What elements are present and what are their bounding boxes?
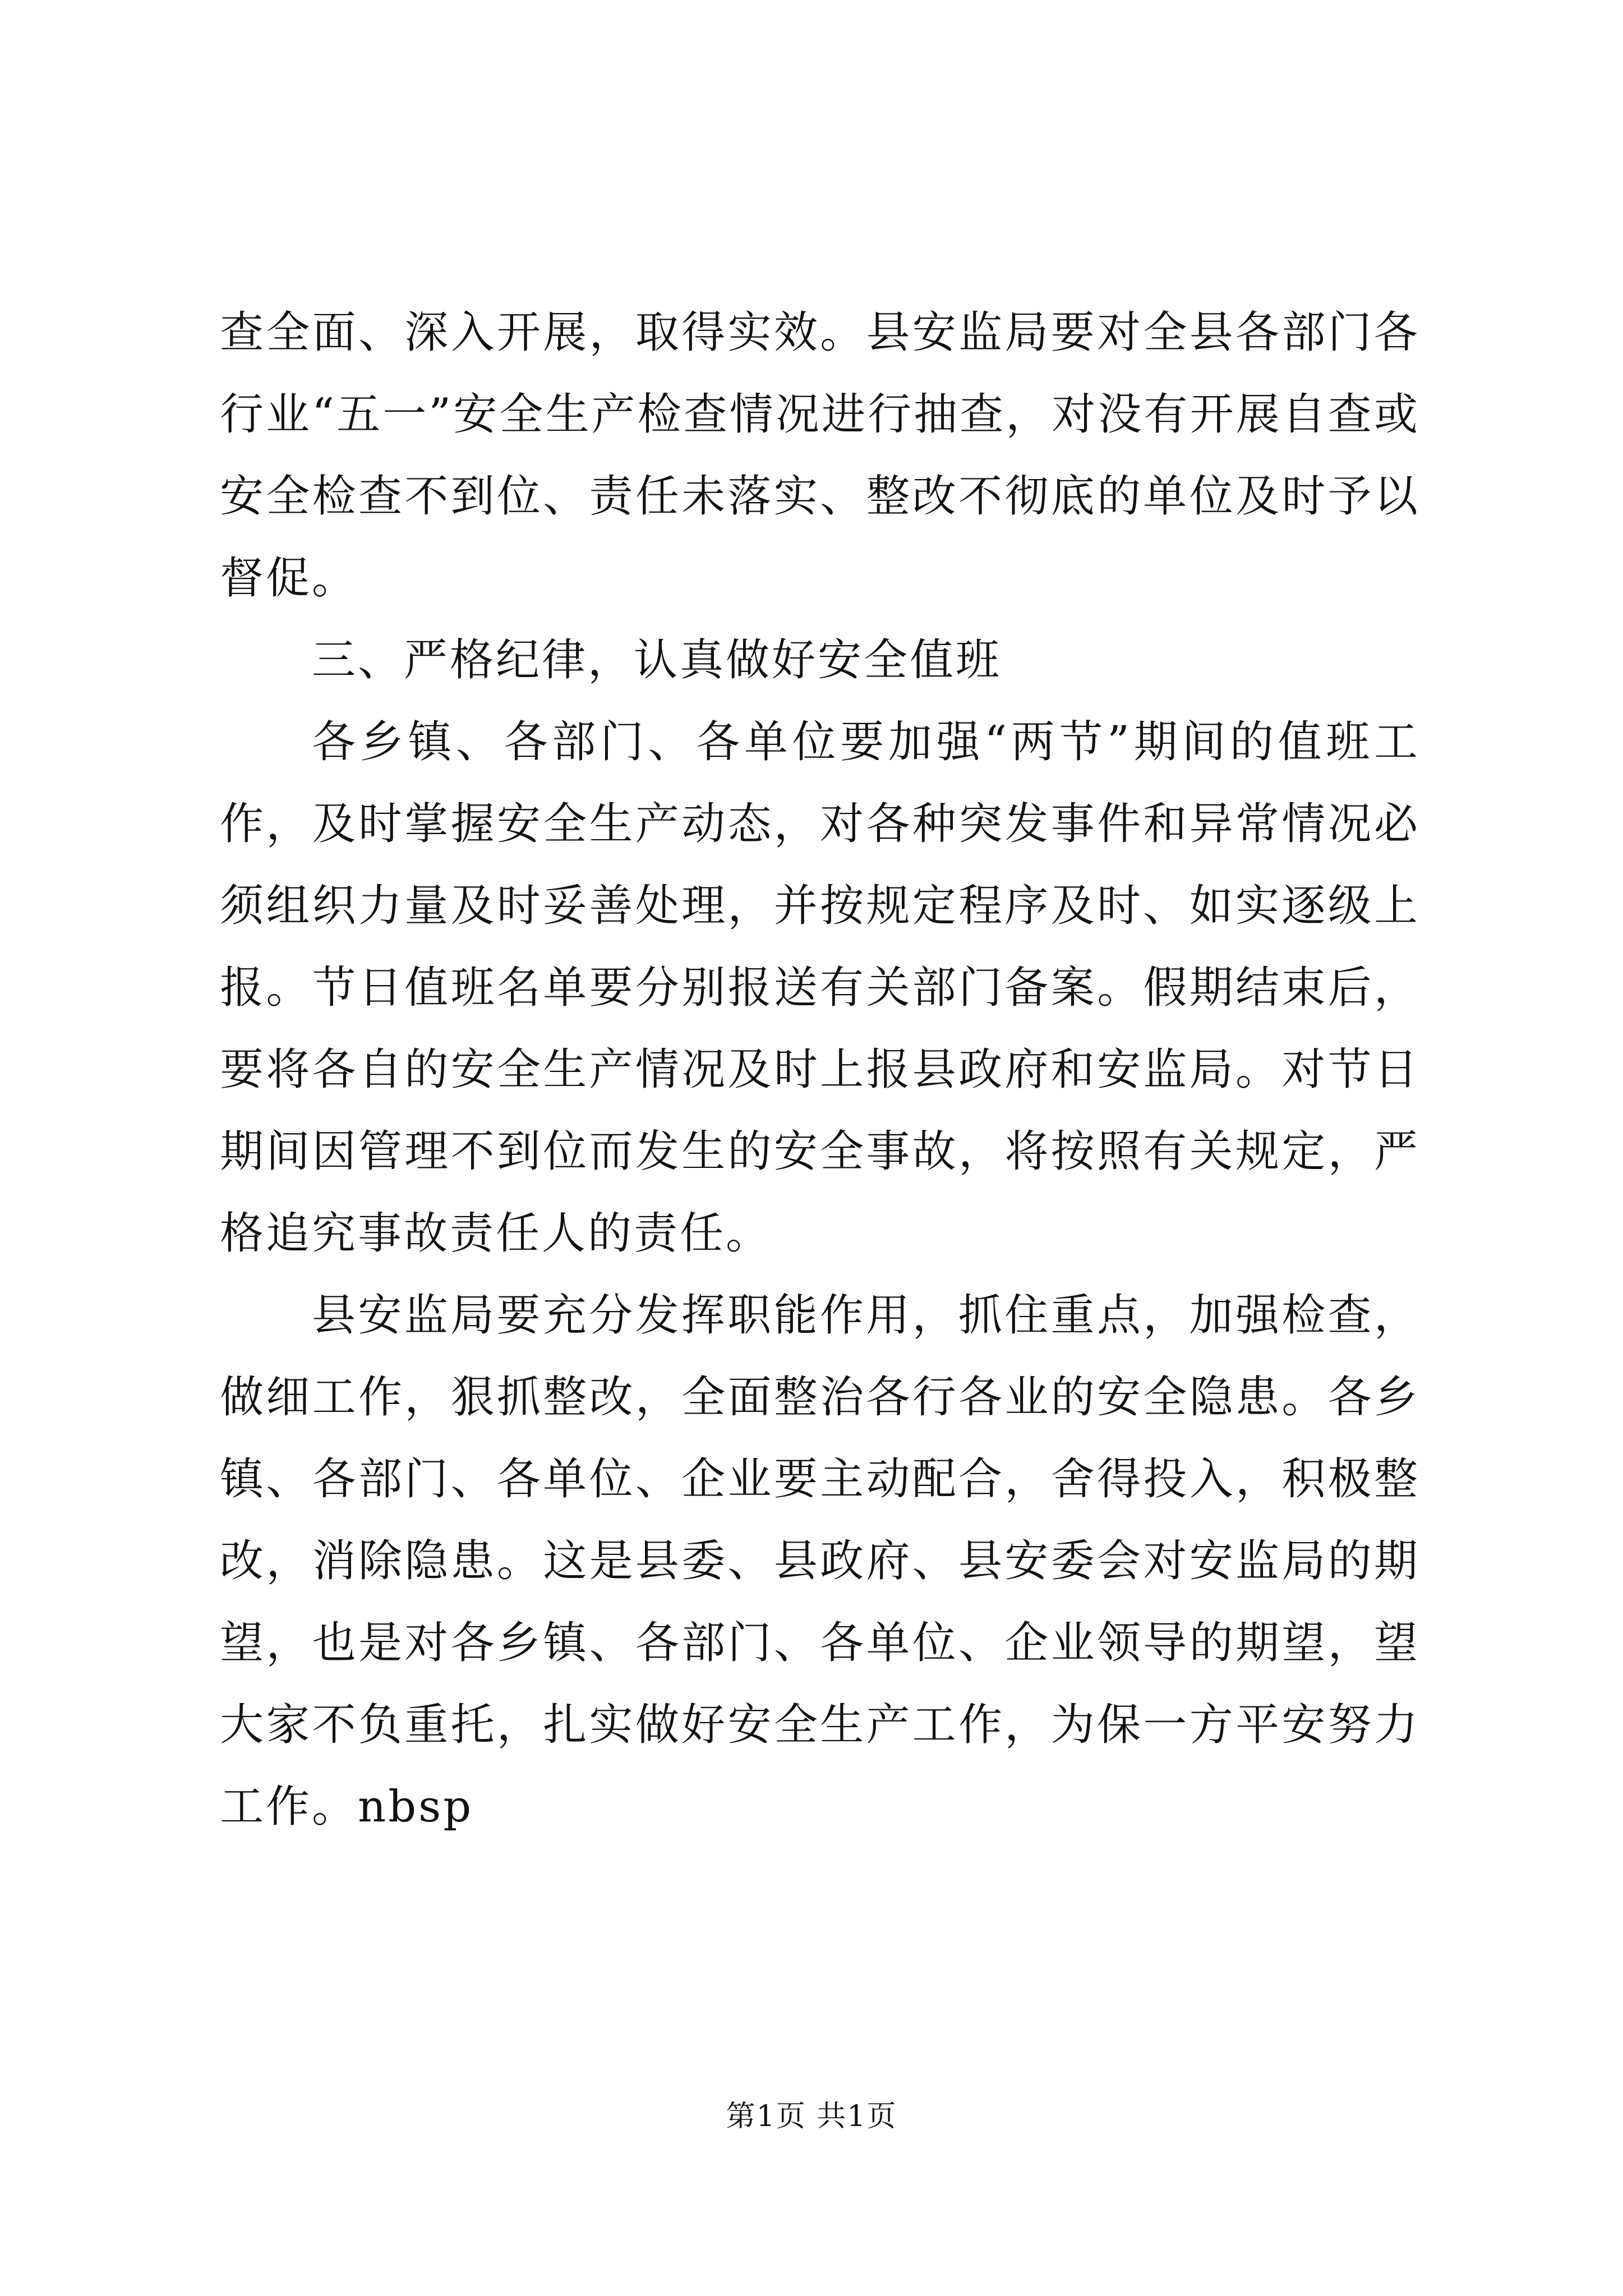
page-number-footer: 第1页 共1页 [726, 2100, 897, 2133]
paragraph-closing: 县安监局要充分发挥职能作用，抓住重点，加强检查，做细工作，狠抓整改，全面整治各行各业的安全隐患。各乡镇、各部门、各单位、企业要主动配合，舍得投入，积极整改，消除隐患。这是县委、县政府、县安委会对安监局的期望，也是对各乡镇、各部门、各单位、企业领导的期望，望大家不负重托，扎实做好安全生产工作，为保一方平安努力工作。nbsp [220, 1290, 1420, 1832]
paragraph-duty: 各乡镇、各部门、各单位要加强“两节”期间的值班工作，及时掌握安全生产动态，对各种突发事件和异常情况必须组织力量及时妥善处理，并按规定程序及时、如实逐级上报。节日值班名单要分别报送有关部门备案。假期结束后，要将各自的安全生产情况及时上报县政府和安监局。对节日期间因管理不到位而发生的安全事故，将按照有关规定，严格追究事故责任人的责任。 [220, 717, 1420, 1259]
document-body [220, 292, 1420, 1848]
section-heading: 三、严格纪律，认真做好安全值班 [312, 635, 1002, 685]
paragraph-continuation: 查全面、深入开展，取得实效。县安监局要对全县各部门各行业“五一”安全生产检查情况进行抽查，对没有开展自查或安全检查不到位、责任未落实、整改不彻底的单位及时予以督促。 [220, 307, 1420, 604]
